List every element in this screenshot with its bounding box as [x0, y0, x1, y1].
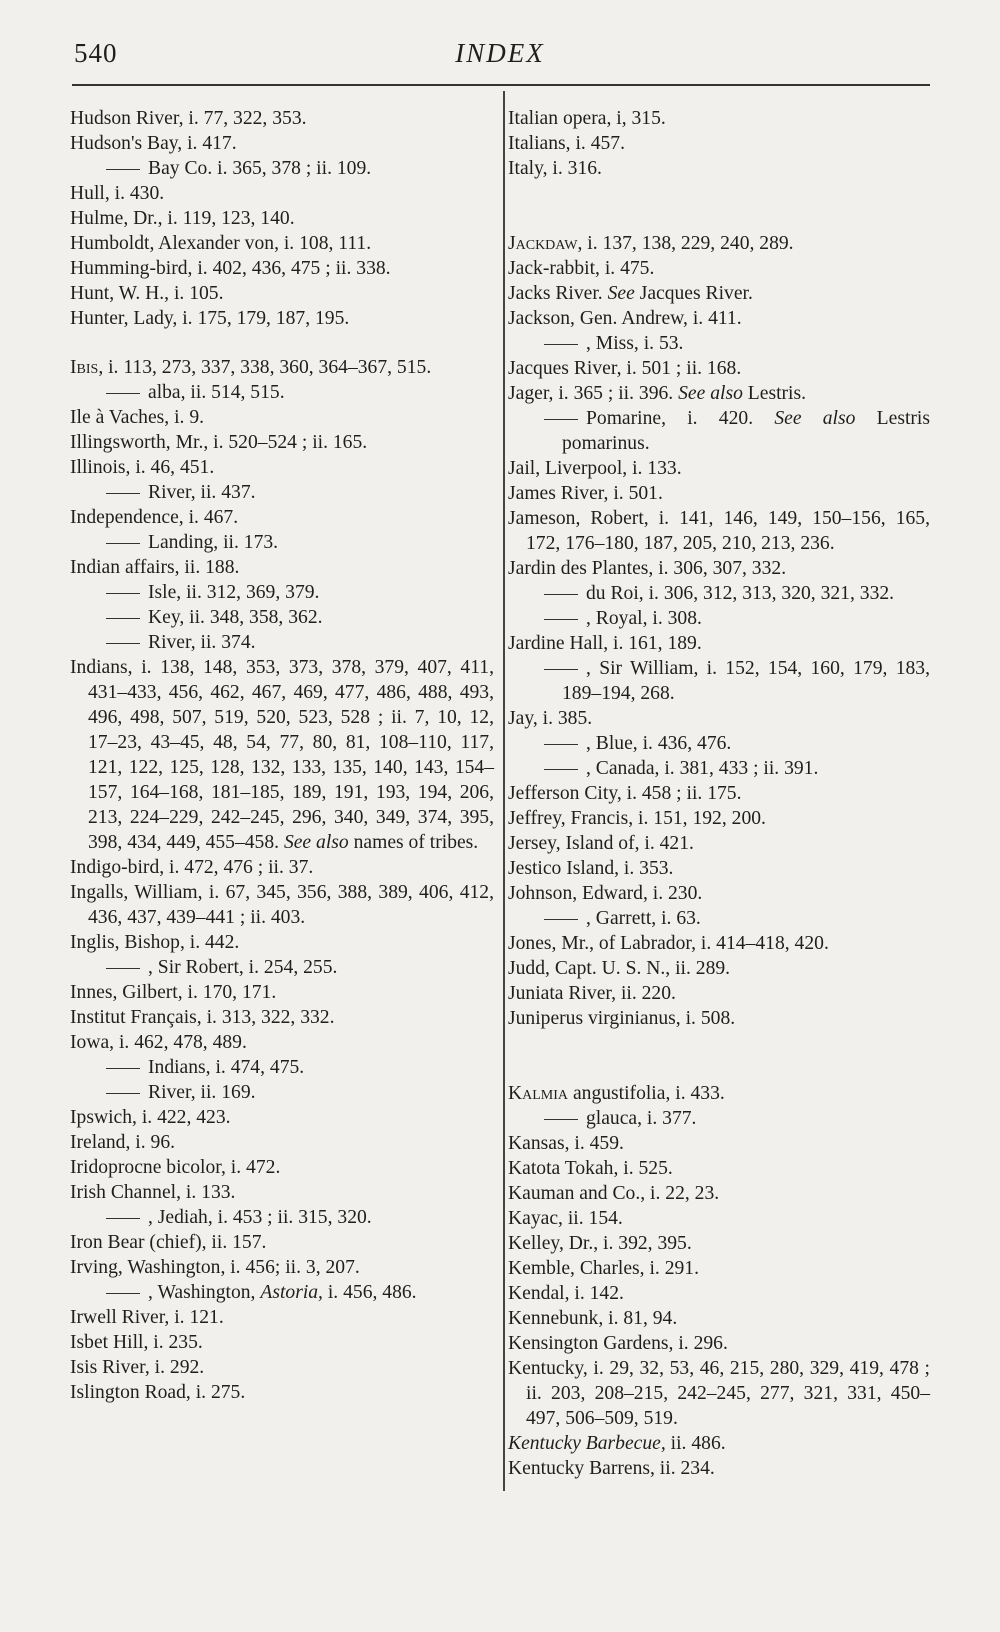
index-entry: [508, 1181, 930, 1206]
header-rule: [72, 84, 930, 86]
column-divider: [503, 91, 505, 1491]
index-entry: [70, 1305, 494, 1330]
entry-text: , Garrett, i. 63.: [586, 908, 701, 929]
index-entry: [508, 1281, 930, 1306]
ditto-dash: [106, 618, 140, 619]
index-entry: [70, 1005, 494, 1030]
entry-text: , Sir Robert, i. 254, 255.: [148, 957, 338, 978]
entry-text: Johnson, Edward, i. 230.: [508, 883, 703, 904]
entry-text: i. 456, 486.: [322, 1282, 417, 1303]
section-gap: [70, 331, 494, 355]
index-entry: [508, 231, 930, 256]
index-entry: [508, 506, 930, 556]
entry-text: Islington Road, i. 275.: [70, 1382, 246, 1403]
index-entry: [70, 880, 494, 930]
index-entry: [70, 455, 494, 480]
section-gap: [508, 1031, 930, 1081]
index-entry: [508, 1231, 930, 1256]
entry-text: Kentucky, i. 29, 32, 53, 46, 215, 280, 329, 419, 478 ; ii. 203, 208–215, 242–245, 277, 321, 331, 450–497, 506–509, 519.: [508, 1358, 930, 1429]
index-subentry: [508, 581, 930, 606]
index-entry: [508, 556, 930, 581]
index-entry: [70, 1155, 494, 1180]
entry-text: Jardin des Plantes, i. 306, 307, 332.: [508, 558, 787, 579]
entry-text: Kentucky Barbecue,: [508, 1433, 666, 1454]
index-entry: [508, 931, 930, 956]
entry-text: Isbet Hill, i. 235.: [70, 1332, 203, 1353]
index-subentry: [70, 605, 494, 630]
entry-text: , Washington,: [148, 1282, 261, 1303]
entry-text: Kennebunk, i. 81, 94.: [508, 1308, 678, 1329]
index-entry: [70, 405, 494, 430]
entry-text: , Canada, i. 381, 433 ; ii. 391.: [586, 758, 819, 779]
entry-text: Indians, i. 474, 475.: [148, 1057, 305, 1078]
ditto-dash: [544, 419, 578, 420]
ditto-dash: [106, 1218, 140, 1219]
index-entry: [508, 981, 930, 1006]
index-subentry: [70, 630, 494, 655]
entry-text: , i. 113, 273, 337, 338, 360, 364–367, 515.: [98, 357, 432, 378]
ditto-dash: [544, 619, 578, 620]
entry-text: River, ii. 169.: [148, 1082, 256, 1103]
entry-text: Hudson River, i. 77, 322, 353.: [70, 108, 307, 129]
index-entry: [70, 430, 494, 455]
entry-text: See: [607, 283, 635, 304]
ditto-dash: [106, 1068, 140, 1069]
index-entry: [508, 256, 930, 281]
index-subentry: [70, 955, 494, 980]
entry-text: Humboldt, Alexander von, i. 108, 111.: [70, 233, 372, 254]
ditto-dash: [544, 669, 578, 670]
index-subentry: [508, 756, 930, 781]
ditto-dash: [106, 169, 140, 170]
entry-text: Juniperus virginianus, i. 508.: [508, 1008, 736, 1029]
ditto-dash: [106, 543, 140, 544]
entry-text: Bay Co. i. 365, 378 ; ii. 109.: [148, 158, 372, 179]
entry-text: Illingsworth, Mr., i. 520–524 ; ii. 165.: [70, 432, 368, 453]
entry-text: , Miss, i. 53.: [586, 333, 684, 354]
entry-text: Italian opera, i, 315.: [508, 108, 666, 129]
entry-text: Italy, i. 316.: [508, 158, 602, 179]
index-entry: [70, 980, 494, 1005]
index-subentry: [508, 731, 930, 756]
entry-text: Jersey, Island of, i. 421.: [508, 833, 694, 854]
index-entry: [70, 1355, 494, 1380]
entry-text: Jay, i. 385.: [508, 708, 593, 729]
ditto-dash: [106, 643, 140, 644]
index-entry: [508, 1131, 930, 1156]
entry-text: Indian affairs, ii. 188.: [70, 557, 240, 578]
entry-text: Irwell River, i. 121.: [70, 1307, 224, 1328]
index-entry: [508, 831, 930, 856]
entry-text: Jackson, Gen. Andrew, i. 411.: [508, 308, 742, 329]
index-entry: [70, 131, 494, 156]
entry-text: Judd, Capt. U. S. N., ii. 289.: [508, 958, 731, 979]
index-entry: [70, 256, 494, 281]
ditto-dash: [544, 769, 578, 770]
ditto-dash: [106, 593, 140, 594]
index-entry: [508, 1431, 930, 1456]
entry-text: Italians, i. 457.: [508, 133, 625, 154]
entry-text: glauca, i. 377.: [586, 1108, 697, 1129]
entry-text: Kauman and Co., i. 22, 23.: [508, 1183, 720, 1204]
index-subentry: [508, 606, 930, 631]
entry-text: Jacques River, i. 501 ; ii. 168.: [508, 358, 742, 379]
index-entry: [508, 106, 930, 131]
index-entry: [508, 1331, 930, 1356]
index-subentry: [70, 156, 494, 181]
entry-text: alba, ii. 514, 515.: [148, 382, 285, 403]
entry-text: , Jediah, i. 453 ; ii. 315, 320.: [148, 1207, 372, 1228]
index-subentry: [70, 1055, 494, 1080]
entry-text: Inglis, Bishop, i. 442.: [70, 932, 240, 953]
entry-text: Irish Channel, i. 133.: [70, 1182, 236, 1203]
index-entry: [70, 231, 494, 256]
ditto-dash: [106, 393, 140, 394]
index-entry: [70, 1255, 494, 1280]
index-entry: [70, 1030, 494, 1055]
index-entry: [508, 881, 930, 906]
index-subentry: [508, 406, 930, 456]
entry-text: Kensington Gardens, i. 296.: [508, 1333, 728, 1354]
entry-text: Institut Français, i. 313, 322, 332.: [70, 1007, 335, 1028]
entry-text: Pomarine, i. 420.: [586, 408, 775, 429]
entry-text: Katota Tokah, i. 525.: [508, 1158, 673, 1179]
entry-text: Jardine Hall, i. 161, 189.: [508, 633, 702, 654]
index-entry: [508, 281, 930, 306]
entry-text: James River, i. 501.: [508, 483, 663, 504]
index-entry: [70, 281, 494, 306]
entry-text: Jacques River.: [634, 283, 753, 304]
ditto-dash: [106, 1093, 140, 1094]
index-entry: [508, 356, 930, 381]
index-entry: [70, 206, 494, 231]
entry-text: Landing, ii. 173.: [148, 532, 279, 553]
index-entry: [70, 1330, 494, 1355]
index-entry: [508, 856, 930, 881]
index-column-left: [70, 106, 494, 1405]
index-entry: [70, 1380, 494, 1405]
entry-text: Ile à Vaches, i. 9.: [70, 407, 205, 428]
entry-text: Kalmia: [508, 1083, 569, 1104]
entry-text: Lestris pomarinus.: [562, 408, 930, 454]
entry-text: Key, ii. 348, 358, 362.: [148, 607, 323, 628]
entry-text: , Blue, i. 436, 476.: [586, 733, 732, 754]
entry-text: Lestris.: [742, 383, 806, 404]
index-entry: [70, 655, 494, 855]
entry-text: Kentucky Barrens, ii. 234.: [508, 1458, 715, 1479]
entry-text: Juniata River, ii. 220.: [508, 983, 676, 1004]
entry-text: Jefferson City, i. 458 ; ii. 175.: [508, 783, 742, 804]
entry-text: Kayac, ii. 154.: [508, 1208, 623, 1229]
index-entry: [70, 855, 494, 880]
page-number: 540: [74, 38, 118, 68]
entry-text: Ipswich, i. 422, 423.: [70, 1107, 231, 1128]
index-entry: [508, 456, 930, 481]
index-entry: [508, 306, 930, 331]
entry-text: , i. 137, 138, 229, 240, 289.: [577, 233, 794, 254]
index-entry: [70, 505, 494, 530]
entry-text: Isle, ii. 312, 369, 379.: [148, 582, 320, 603]
entry-text: , Sir William, i. 152, 154, 160, 179, 183, 189–194, 268.: [562, 658, 930, 704]
entry-text: Iowa, i. 462, 478, 489.: [70, 1032, 247, 1053]
entry-text: Jameson, Robert, i. 141, 146, 149, 150–156, 165, 172, 176–180, 187, 205, 210, 213, 236.: [508, 508, 930, 554]
index-entry: [508, 1356, 930, 1431]
entry-text: Jeffrey, Francis, i. 151, 192, 200.: [508, 808, 766, 829]
entry-text: Hudson's Bay, i. 417.: [70, 133, 237, 154]
entry-text: Astoria,: [260, 1282, 323, 1303]
entry-text: Humming-bird, i. 402, 436, 475 ; ii. 338.: [70, 258, 391, 279]
entry-text: See also: [283, 832, 349, 853]
index-entry: [70, 355, 494, 380]
entry-text: Hulme, Dr., i. 119, 123, 140.: [70, 208, 295, 229]
entry-text: River, ii. 437.: [148, 482, 256, 503]
index-entry: [70, 930, 494, 955]
ditto-dash: [544, 744, 578, 745]
entry-text: River, ii. 374.: [148, 632, 256, 653]
entry-text: Jacks River.: [508, 283, 608, 304]
index-entry: [508, 956, 930, 981]
index-entry: [508, 1206, 930, 1231]
ditto-dash: [106, 493, 140, 494]
index-entry: [70, 1130, 494, 1155]
entry-text: Independence, i. 467.: [70, 507, 239, 528]
index-subentry: [70, 380, 494, 405]
index-entry: [70, 1230, 494, 1255]
index-entry: [508, 156, 930, 181]
entry-text: Hull, i. 430.: [70, 183, 165, 204]
page-title: INDEX: [455, 38, 545, 68]
section-gap: [508, 181, 930, 231]
entry-text: Indigo-bird, i. 472, 476 ; ii. 37.: [70, 857, 314, 878]
entry-text: Hunter, Lady, i. 175, 179, 187, 195.: [70, 308, 350, 329]
index-entry: [70, 181, 494, 206]
entry-text: Ibis: [70, 357, 99, 378]
index-subentry: [70, 1205, 494, 1230]
index-entry: [508, 481, 930, 506]
index-entry: [508, 131, 930, 156]
entry-text: Ireland, i. 96.: [70, 1132, 176, 1153]
entry-text: See also: [678, 383, 743, 404]
entry-text: Illinois, i. 46, 451.: [70, 457, 215, 478]
entry-text: , Royal, i. 308.: [586, 608, 702, 629]
entry-text: names of tribes.: [348, 832, 479, 853]
index-column-right: [508, 106, 930, 1481]
entry-text: Innes, Gilbert, i. 170, 171.: [70, 982, 277, 1003]
index-subentry: [508, 656, 930, 706]
index-entry: [508, 806, 930, 831]
entry-text: du Roi, i. 306, 312, 313, 320, 321, 332.: [586, 583, 895, 604]
entry-text: Kendal, i. 142.: [508, 1283, 624, 1304]
index-entry: [508, 631, 930, 656]
entry-text: Kansas, i. 459.: [508, 1133, 624, 1154]
ditto-dash: [106, 1293, 140, 1294]
entry-text: Isis River, i. 292.: [70, 1357, 205, 1378]
entry-text: Jager, i. 365 ; ii. 396.: [508, 383, 679, 404]
index-subentry: [70, 1280, 494, 1305]
index-entry: [508, 1006, 930, 1031]
entry-text: See also: [774, 408, 856, 429]
index-entry: [508, 1456, 930, 1481]
index-entry: [70, 106, 494, 131]
entry-text: Jestico Island, i. 353.: [508, 858, 674, 879]
index-entry: [508, 1256, 930, 1281]
entry-text: Jones, Mr., of Labrador, i. 414–418, 420.: [508, 933, 829, 954]
entry-text: Jack-rabbit, i. 475.: [508, 258, 655, 279]
index-entry: [508, 1081, 930, 1106]
entry-text: Indians, i. 138, 148, 353, 373, 378, 379, 407, 411, 431–433, 456, 462, 467, 469, 477, 486, 488, 493, 496, 498, 507, 519, 520, 523, 528 ; ii. 7, 10, 12, 17–23, 43–45, 48, 54, 77, 80, 81, 108–110, 117, 121, 122, 125, 128, 132, 133, 135, 140, 143, 154–157, 164–168, 181–185, 189, 191, 193, 194, 206, 213, 224–229, 242–245, 296, 340, 349, 374, 395, 398, 434, 449, 455–458.: [70, 657, 494, 853]
index-subentry: [508, 331, 930, 356]
entry-text: Iron Bear (chief), ii. 157.: [70, 1232, 267, 1253]
index-subentry: [70, 530, 494, 555]
entry-text: angustifolia, i. 433.: [568, 1083, 725, 1104]
entry-text: Jail, Liverpool, i. 133.: [508, 458, 682, 479]
ditto-dash: [544, 1119, 578, 1120]
ditto-dash: [544, 344, 578, 345]
index-subentry: [70, 480, 494, 505]
index-entry: [70, 555, 494, 580]
ditto-dash: [544, 919, 578, 920]
entry-text: Iridoprocne bicolor, i. 472.: [70, 1157, 281, 1178]
index-entry: [508, 1306, 930, 1331]
index-entry: [70, 306, 494, 331]
index-entry: [70, 1105, 494, 1130]
entry-text: Kemble, Charles, i. 291.: [508, 1258, 700, 1279]
index-subentry: [70, 580, 494, 605]
index-entry: [508, 781, 930, 806]
entry-text: ii. 486.: [665, 1433, 726, 1454]
index-subentry: [508, 906, 930, 931]
index-subentry: [508, 1106, 930, 1131]
entry-text: Kelley, Dr., i. 392, 395.: [508, 1233, 692, 1254]
index-entry: [508, 706, 930, 731]
ditto-dash: [544, 594, 578, 595]
entry-text: Irving, Washington, i. 456; ii. 3, 207.: [70, 1257, 360, 1278]
index-entry: [70, 1180, 494, 1205]
entry-text: Hunt, W. H., i. 105.: [70, 283, 224, 304]
index-entry: [508, 1156, 930, 1181]
index-subentry: [70, 1080, 494, 1105]
ditto-dash: [106, 968, 140, 969]
entry-text: Ingalls, William, i. 67, 345, 356, 388, 389, 406, 412, 436, 437, 439–441 ; ii. 403.: [70, 882, 494, 928]
entry-text: Jackdaw: [508, 233, 578, 254]
index-entry: [508, 381, 930, 406]
